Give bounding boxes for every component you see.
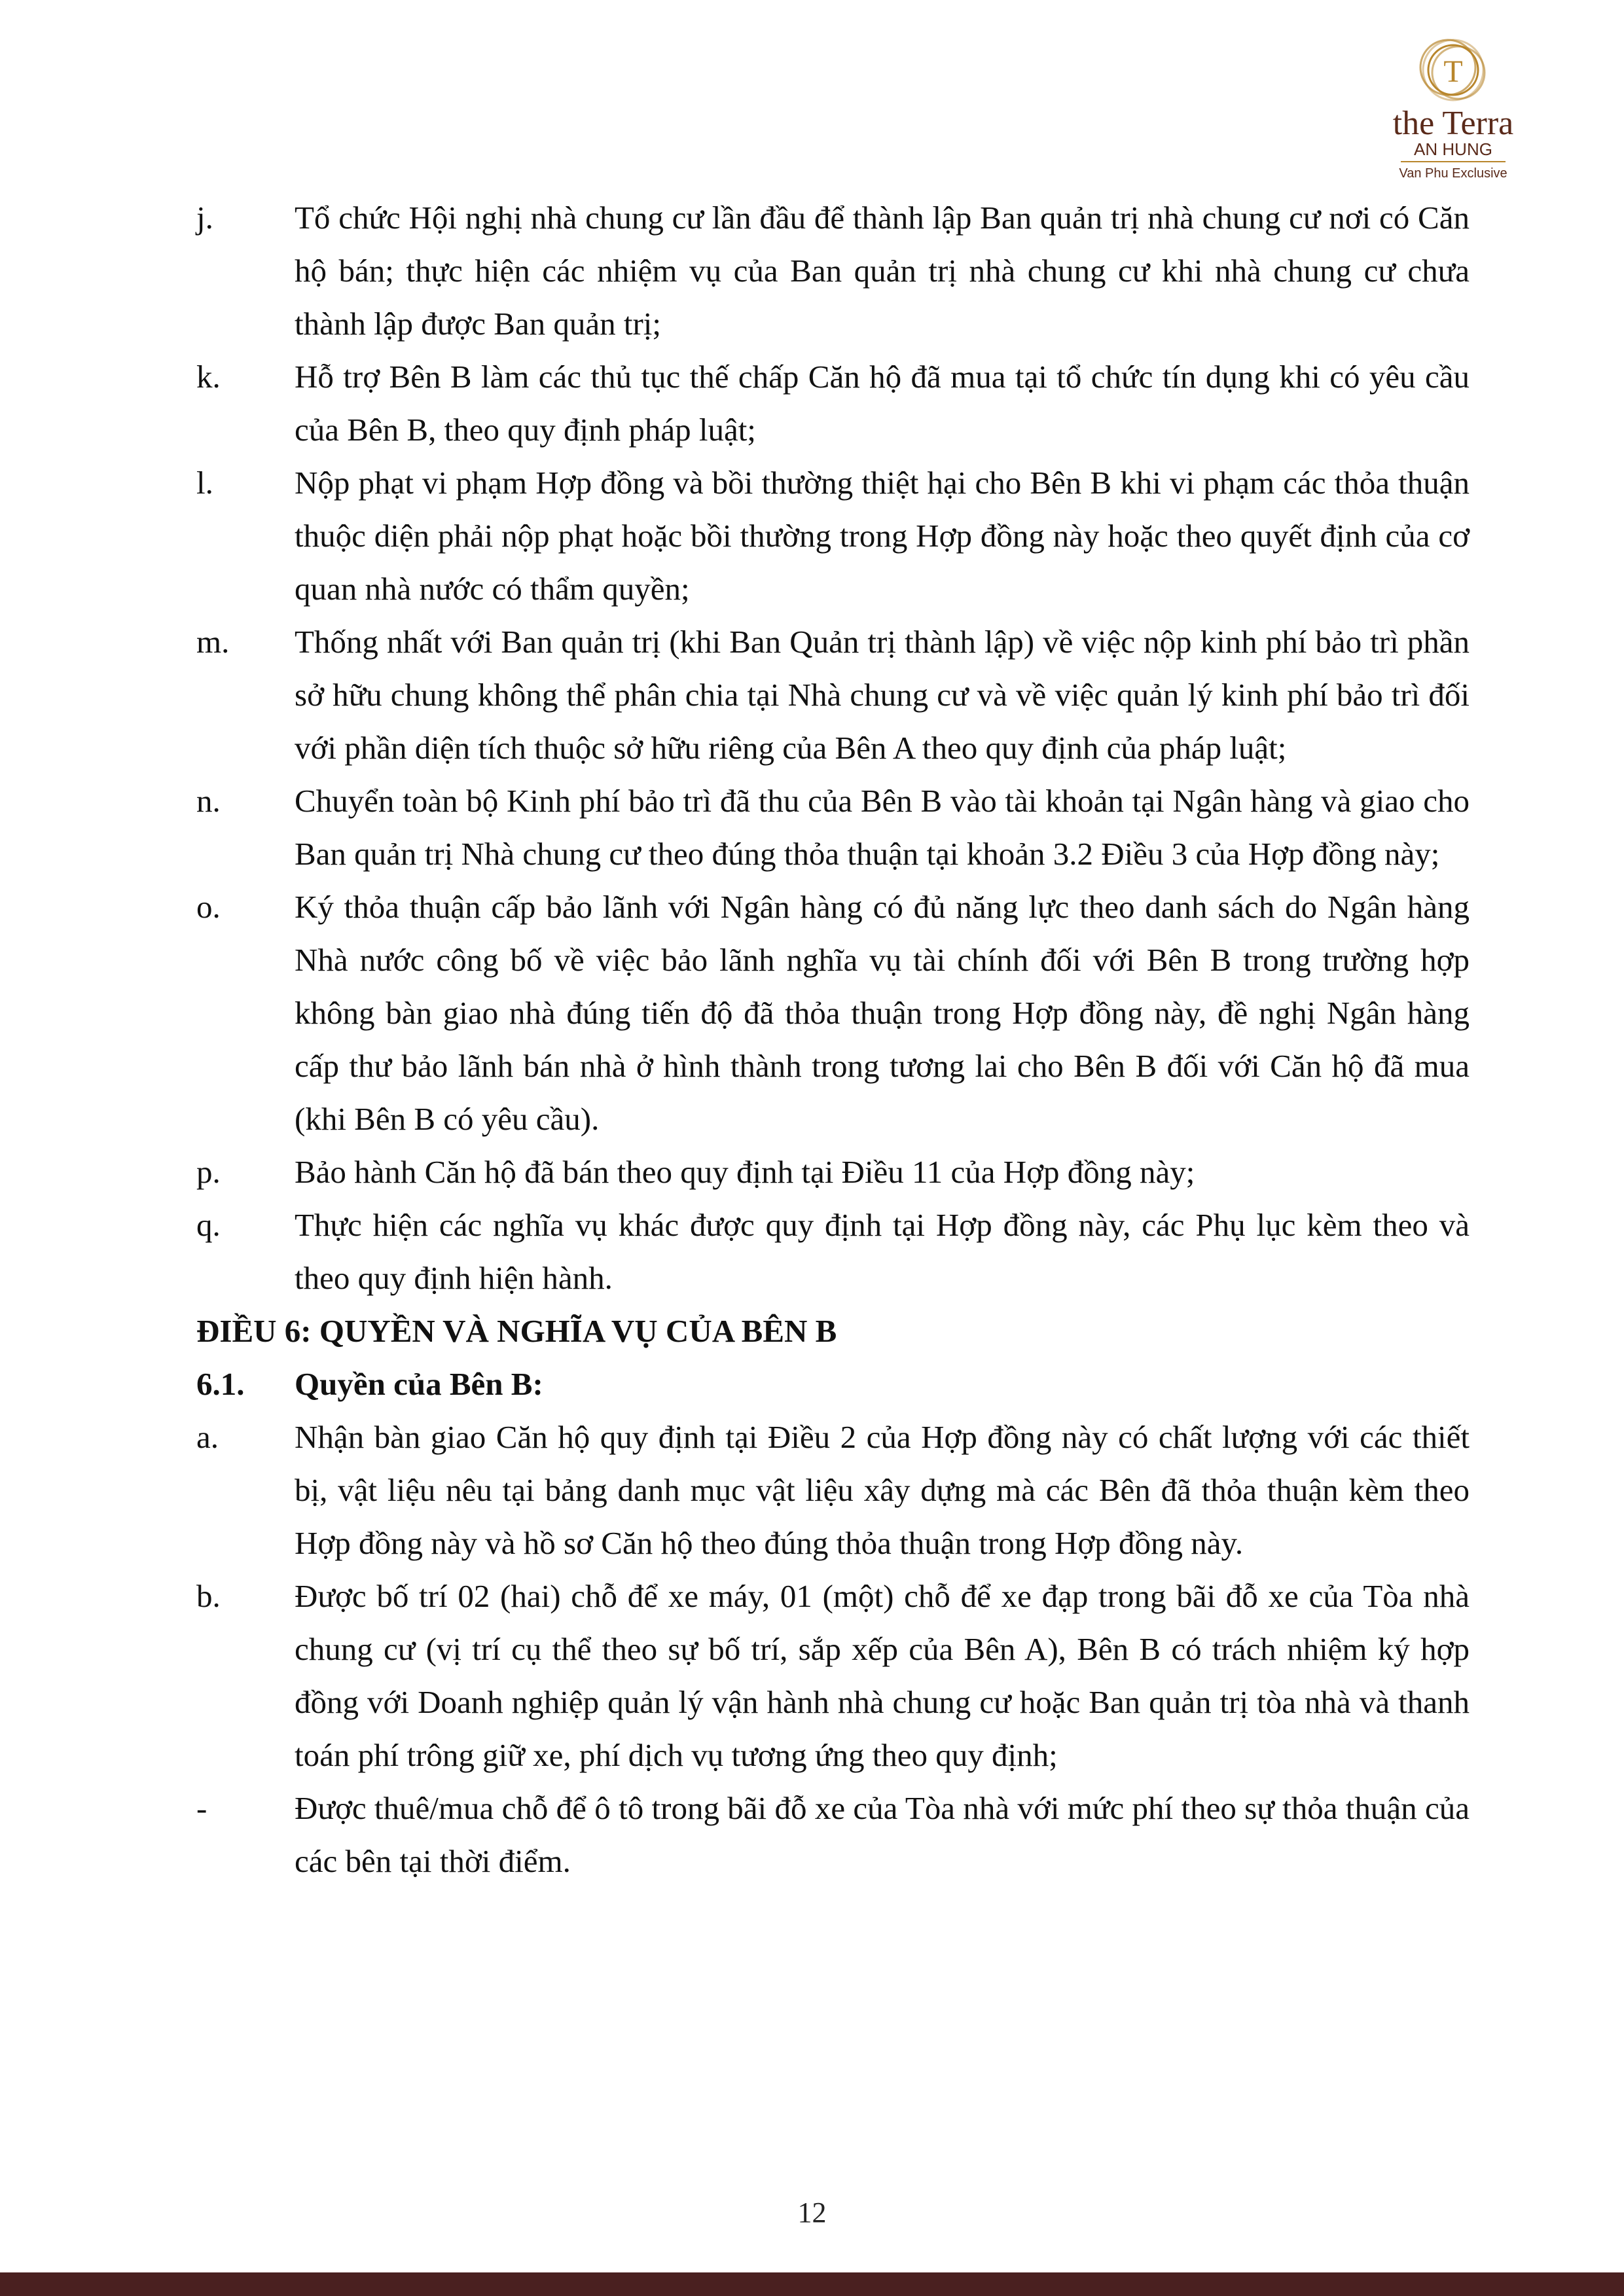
brand-logo: [1375, 29, 1532, 187]
list-item-text: Tổ chức Hội nghị nhà chung cư lần đầu để thành lập Ban quản trị nhà chung cư nơi có Căn hộ bán; thực hiện các nhiệm vụ của Ban quản trị nhà chung cư khi nhà chung cư chưa thành lập được Ban quản trị;: [295, 200, 1470, 342]
rights-list: [196, 1410, 1470, 1888]
list-item-marker: m.: [196, 624, 230, 660]
document-body: [196, 191, 1470, 1888]
list-item-marker: q.: [196, 1207, 221, 1243]
section-number: 6.1.: [196, 1366, 245, 1402]
list-item: [196, 456, 1470, 615]
list-item: [196, 191, 1470, 350]
obligations-list-top: [196, 191, 1470, 1304]
list-item: [196, 350, 1470, 456]
list-item-text: Thực hiện các nghĩa vụ khác được quy định tại Hợp đồng này, các Phụ lục kèm theo và theo quy định hiện hành.: [295, 1207, 1470, 1296]
list-item: [196, 1145, 1470, 1198]
list-item-marker: j.: [196, 200, 213, 236]
list-item-marker: n.: [196, 783, 221, 819]
list-item-marker: k.: [196, 359, 221, 395]
list-item-text: Bảo hành Căn hộ đã bán theo quy định tại Điều 11 của Hợp đồng này;: [295, 1154, 1195, 1190]
list-item-text: Thống nhất với Ban quản trị (khi Ban Quản trị thành lập) về việc nộp kinh phí bảo trì phần sở hữu chung không thể phân chia tại Nhà chung cư và về việc quản lý kinh phí bảo trì đối với phần diện tích thuộc sở hữu riêng của Bên A theo quy định của pháp luật;: [295, 624, 1470, 766]
list-item: [196, 615, 1470, 774]
list-item-marker: p.: [196, 1154, 221, 1190]
logo-monogram: T: [1443, 54, 1463, 89]
page-number: 12: [797, 2197, 827, 2229]
list-item: [196, 1782, 1470, 1888]
list-item-marker: a.: [196, 1419, 219, 1455]
list-item: [196, 1410, 1470, 1570]
section-title: Quyền của Bên B:: [295, 1366, 543, 1402]
list-item-text: Hỗ trợ Bên B làm các thủ tục thế chấp Căn hộ đã mua tại tổ chức tín dụng khi có yêu cầu của Bên B, theo quy định pháp luật;: [295, 359, 1470, 448]
list-item-text: Ký thỏa thuận cấp bảo lãnh với Ngân hàng có đủ năng lực theo danh sách do Ngân hàng Nhà nước công bố về việc bảo lãnh nghĩa vụ tài chính đối với Bên B trong trường hợp không bàn giao nhà đúng tiến độ đã thỏa thuận trong Hợp đồng này, đề nghị Ngân hàng cấp thư bảo lãnh bán nhà ở hình thành trong tương lai cho Bên B đối với Căn hộ đã mua (khi Bên B có yêu cầu).: [295, 889, 1470, 1137]
list-item-text: Được thuê/mua chỗ để ô tô trong bãi đỗ xe của Tòa nhà với mức phí theo sự thỏa thuận của các bên tại thời điểm.: [295, 1790, 1470, 1879]
footer-bar: [0, 2272, 1624, 2296]
list-item: [196, 1198, 1470, 1304]
article-heading: ĐIỀU 6: QUYỀN VÀ NGHĨA VỤ CỦA BÊN B: [196, 1313, 837, 1349]
list-item: [196, 880, 1470, 1145]
list-item-marker: l.: [196, 465, 213, 501]
list-item: [196, 774, 1470, 880]
list-item-marker: b.: [196, 1578, 221, 1614]
list-item: [196, 1570, 1470, 1782]
list-item-marker: -: [196, 1790, 208, 1826]
list-item-text: Chuyển toàn bộ Kinh phí bảo trì đã thu của Bên B vào tài khoản tại Ngân hàng và giao cho Ban quản trị Nhà chung cư theo đúng thỏa thuận tại khoản 3.2 Điều 3 của Hợp đồng này;: [295, 783, 1470, 872]
logo-tagline: Van Phu Exclusive: [1399, 166, 1507, 181]
list-item-text: Nhận bàn giao Căn hộ quy định tại Điều 2 của Hợp đồng này có chất lượng với các thiết bị, vật liệu nêu tại bảng danh mục vật liệu xây dựng mà các Bên đã thỏa thuận kèm theo Hợp đồng này và hồ sơ Căn hộ theo đúng thỏa thuận trong Hợp đồng này.: [295, 1419, 1470, 1561]
section-heading: [196, 1357, 1470, 1410]
list-item-text: Được bố trí 02 (hai) chỗ để xe máy, 01 (một) chỗ để xe đạp trong bãi đỗ xe của Tòa nhà chung cư (vị trí cụ thể theo sự bố trí, sắp xếp của Bên A), Bên B có trách nhiệm ký hợp đồng với Doanh nghiệp quản lý vận hành nhà chung cư hoặc Ban quản trị tòa nhà và thanh toán phí trông giữ xe, phí dịch vụ tương ứng theo quy định;: [295, 1578, 1470, 1773]
list-item-text: Nộp phạt vi phạm Hợp đồng và bồi thường thiệt hại cho Bên B khi vi phạm các thỏa thuận thuộc diện phải nộp phạt hoặc bồi thường trong Hợp đồng này hoặc theo quyết định của cơ quan nhà nước có thẩm quyền;: [295, 465, 1470, 607]
list-item-marker: o.: [196, 889, 221, 925]
logo-sub: AN HUNG: [1414, 139, 1492, 159]
terra-logo-icon: [1375, 29, 1532, 187]
logo-brand: the Terra: [1392, 105, 1514, 142]
